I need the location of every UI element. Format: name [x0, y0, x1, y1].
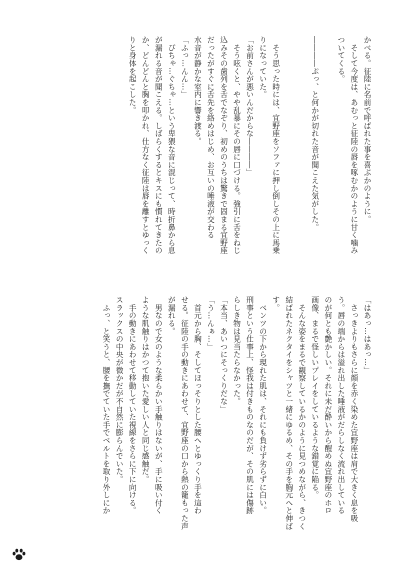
text-block-lower	[54, 296, 374, 542]
text-line: かべる。征陸に名前で呼ばれた事を喜ぶかのように。	[363, 36, 372, 224]
text-line: う。唇の端からは溢れ出した唾液がだらしなく流れ出している	[336, 296, 346, 515]
blank-line	[322, 36, 335, 283]
text-line: 男なので女のような柔らかい手触りはないが、手に吸い付く	[154, 296, 164, 515]
text-block-upper	[54, 36, 374, 283]
dialogue-line: 「本当、あいつにそっくりだな」	[219, 296, 229, 413]
text-line: が漏れる。	[167, 296, 177, 335]
text-line: そう呟くと、やや乱暴にその唇に口づける。強引に舌をねじ	[232, 36, 242, 255]
text-line: 手の動きにあわせて移動していた視線をさらに下に向ける。	[128, 296, 138, 515]
text-line: 結ばれたネクタイをシャツと一緒にゆるめ、その手を胸元へと伸ばす。	[271, 296, 294, 530]
text-line: ような肌触りはかつて抱いた愛しい人と同じ感触だ。	[141, 296, 151, 484]
text-line: ふっ、と笑うと、腰を撫でていた手でベルトを取り外しにか	[102, 296, 112, 515]
paw-print-icon	[12, 548, 26, 561]
text-line: 画像、まるで怪しいプレイをしているような錯覚に陥る。	[310, 296, 320, 499]
blank-line	[296, 36, 309, 283]
dialogue-line: 「ふっ…んん…」	[180, 36, 190, 99]
text-line: ベンツの下から現れた肌は、それにも負けず劣らずに白い。	[258, 296, 268, 515]
text-line: りになっていた。	[258, 36, 268, 99]
text-line: ぴちゃ…ぐちゃ…という卑猥な音に混じって、時折鼻から息	[167, 36, 177, 255]
text-line: 刑事という仕事上、怪我は付きものなのだが、その肌には傷跡	[245, 296, 255, 515]
dialogue-line: 「はあっ…はあっ…」	[363, 296, 372, 374]
text-line: 込みその歯列を舌でなぞり、初めのうちは驚きで固まる宜野座	[219, 36, 229, 255]
text-line: りと身体を起こした。	[128, 36, 138, 114]
text-line: そして今度は、あむっと征陸の唇を啄むかのように甘く噛み	[349, 36, 359, 255]
text-line: のが何とも艶かしい。それに未だ酔いから醒めぬ宜野座のホロ	[323, 296, 333, 515]
dialogue-line: 「お前さんが悪いんだからな――――」	[245, 36, 255, 177]
text-line: らしき物は見当たらなかった。	[232, 296, 242, 406]
text-line: か、どんどんと胸を叩かれ、仕方なく征陸は唇を離すとゆっく	[141, 36, 151, 255]
text-line: そう思った時には、宜野座をソファに押し倒しその上に馬乗	[271, 36, 281, 255]
text-line: が漏れる音が聞こえる。しばらくするとキスにも慣れてきたの	[154, 36, 164, 255]
text-line: スラックスの中央が微かだが不自然に膨らんでいた。	[115, 296, 125, 484]
text-line: そんな姿をまるで観察しているかのように見つめながら、きつく	[297, 296, 307, 530]
text-line: ――――ぷっ、と何かが切れた音が聞こえた気がした。	[310, 36, 320, 231]
text-line: さっきよりもさらに顔を赤く染めた宜野座は肩で大きく息を吸	[349, 296, 359, 523]
text-line: ついてくる。	[336, 36, 346, 83]
text-line: 首元から胸、そしてほっそりとした腰へとゆっくり手を這わ	[193, 296, 203, 515]
text-line: せる。征陸の手の動きにあわせて、宜野座の口から熱の籠もった声	[180, 296, 190, 530]
text-line: だったがすぐに舌先を絡めはじめ、お互いの唾液が交わる	[206, 36, 216, 239]
blank-line	[283, 36, 296, 283]
dialogue-line: 「う…んぁ…」	[206, 296, 216, 351]
text-line: 水音が静かな室内に響き渡る。	[193, 36, 203, 146]
